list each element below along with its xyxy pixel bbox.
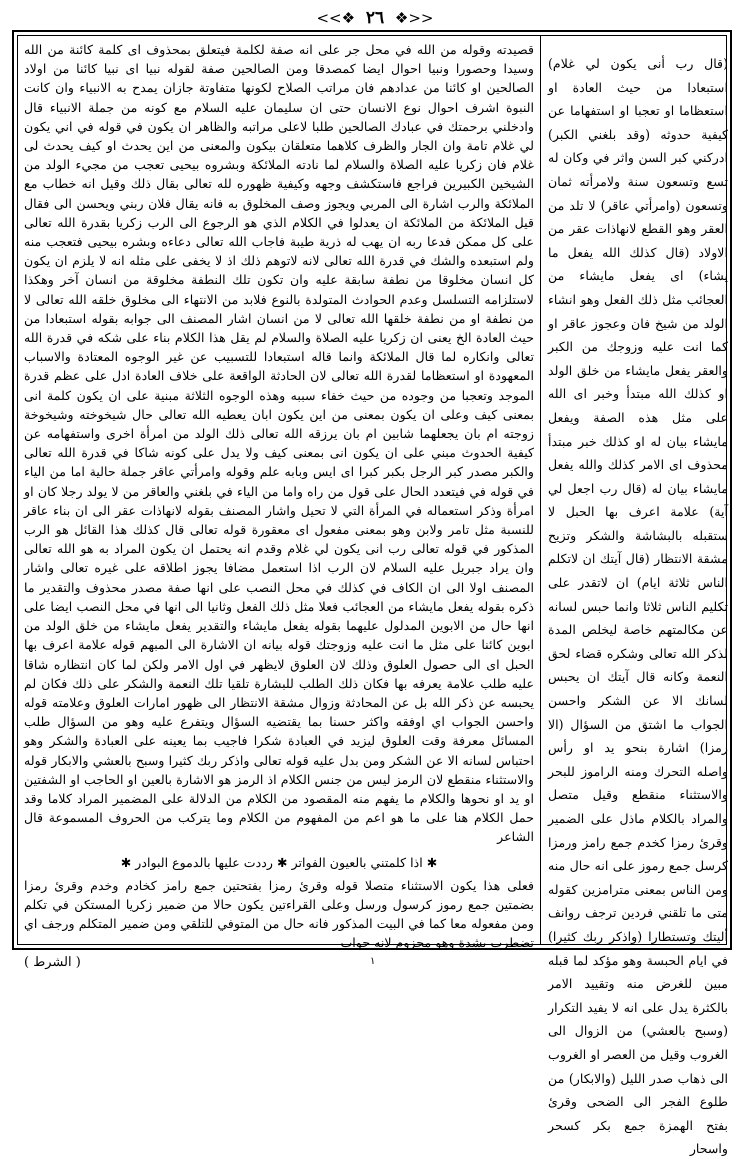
poetry-verse [24, 853, 534, 872]
verse-hemistich-first: اذا كلمتني بالعيون الفواتر [291, 854, 423, 870]
verse-star-icon: ✱ [276, 854, 288, 870]
header-ornament-icon: <<❖ [316, 9, 356, 27]
page-number: ٢٦ [365, 8, 385, 28]
tafsir-text: (قال رب أنى يكون لي غلام) استبعادا من حيث العادة او استعظاما او تعجبا او استفهاما عن كيفية حدوثه (وقد بلغني الكبر) ادركني كبر السن واثر في وكان له تسع وتسعون سنة ولامرأته ثمان وتسعون (وامرأتي عاقر) لا تلد من العقر وهو القطع لانهاذات عقر من الاولاد (قال كذلك الله يفعل ما يشاء) اى يفعل مايشاء من العجائب مثل ذلك الفعل وهو انشاء الولد من شيخ فان وعجوز عاقر او كما انت عليه وزوجك من الكبر والعقر يفعل مايشاء من خلق الولد او كذلك الله مبتدأ وخبر اى الله على مثل هذه الصفة ويفعل مايشاء بيان له او كذلك خبر مبتدأ محذوف اى الامر كذلك والله يفعل مايشاء بيان له (قال رب اجعل لي آية) علامة اعرف بها الحبل لا ستقبله بالبشاشة والشكر وتزيح مشقة الانتظار (قال آيتك ان لاتكلم الناس ثلاثة ايام) ان لاتقدر على تكليم الناس ثلاثا وانما حبس لسانه عن مكالمتهم خاصة ليخلص المدة لذكر الله تعالى وشكره قضاء لحق النعمة وكانه قال آيتك ان يحبس لسانك الا عن الشكر واحسن الجواب ما اشتق من السؤال (الا رمزا) اشارة بنحو يد او رأس واصله التحرك ومنه الراموز للبحر والاستثناء منقطع وقيل متصل والمراد بالكلام ماذل على الضمير وقرئ رمزا كخدم جمع رامز ورمزا كرسل جمع رموز على انه حال منه ومن الناس بمعنى مترامزين كقوله متى ما تلقني فردين ترجف روانف أليتك وتستطارا (واذكر ربك كثيرا) في ايام الحبسة وهو مؤكد لما قبله مبين للغرض منه وتقييد الامر بالكثرة يدل على انه لا يفيد التكرار (وسبح بالعشي) من الزوال الى الغروب وقيل من العصر او الغروب الى ذهاب صدر الليل (والابكار) من طلوع الفجر الى الضحى وقرئ بفتح الهمزة جمع بكر كسحر واسحار [548, 56, 728, 1157]
verse-star-icon: ✱ [426, 854, 438, 870]
header-ornament-icon: ❖>> [394, 9, 434, 27]
verse-star-icon: ✱ [120, 854, 132, 870]
page-mark: ١ [370, 956, 376, 967]
verse-hemistich-second: رددت عليها بالدموع البوادر [135, 854, 273, 870]
tafsir-column [548, 52, 728, 1157]
commentary-text: قصيدته وقوله من الله في محل جر على انه صفة لكلمة فيتعلق بمحذوف اى كلمة كائنة من الله وسيدا وحصورا ونبيا احوال ايضا كمصدقا ومن الصالحين صفة لقوله نبيا اى نبيا كائنا من اولاد الصالحين او كائنا من عدادهم فان مراتب الصلاح لكونها متفاوتة جازان يمدح به الانبياء وان كانت النبوة اشرف احوال نوع الانسان حتى ان سليمان عليه السلام مع كونه من جملة الانبياء قال وادخلني برحمتك في عبادك الصالحين طلبا لاعلى مراتبه والظاهر ان يكون في قوله في اني يكون لي غلام تامة وان الجار والظرف كلاهما متعلقان بيكون والمعنى من اين يحدث او كيف يحدث لى غلام فان زكريا عليه الصلاة والسلام لما نادته الملائكة وبشروه بيحيى تعجب من مجيء الولد من الشيخين الكبيرين فراجع فاستكشف وجهه وكيفية ظهوره لله تعالى بقال ذلك وقيل انه خطاب مع الملائكة والرب اشارة الى المربي ويجوز وصف المخلوق به فانه يقال فلان ربني ويحسن الى فقال قيل الملائكة من الملائكة ان يعدلوا في الكلام الذي هو الرجوع الى الرب زكريا بقدرة الله تعالى على كل ممكن فدعا ربه ان يهب له ذرية طيبة فاجاب الله تعالى دعاءه وبشره بيحيى فتعجب منه ولم استبعده والشك في قدرة الله تعالى لانه لاتوهم ذلك اذ لا يخفى على مثله انه لا يلزم ان يكون كل انسان مخلوقا من نطفة سابقة عليه وان تكون تلك النطفة مخلوقة من انسان آخر وهكذا لاستلزامه التسلسل وعدم الحوادث المتولدة بالنوع فلابد من الانتهاء الى مخلوق خلقه الله تعالى لا من نطفة او من نطفة خلقها الله تعالى لا من انسان اشار المصنف الى جوابه بقوله استبعادا من حيث العادة الخ يعنى ان زكريا عليه الصلاة والسلام لم يقل هذا الكلام بناء على شكه في قدرة الله تعالى وانكاره لما قال الملائكة وانما قاله استبعادا للتسبيب عن غير الوجوه المعتادة والاسباب المعهودة او استعظاما لقدرة الله تعالى لان الحادثة الواقعة على خلاف العادة ادل على عظم قدرة الموجد وتعجبا من وجوده من حيث خفاء سببه وهذه الوجوه الثلاثة مبنية على ان يكون كلمة انى بمعنى كيف وعلى ان يكون بمعنى من اين يكون ابان يعطيه الله تعالى حال شيخوخته وشيخوخة زوجته ام بان يجعلهما شابين ام بان يرزقه الله تعالى ذلك الولد من امرأة اخرى واستفهامه عن كيفية الحدوث مبني على ان يكون انى بمعنى كيف ولا يدل على كونه شاكا في قدرة الله تعالى والكبر مصدر كبر الرجل بكبر كبرا اى ايس وبابه علم وقوله وامرأتي عاقر جملة حالية اما من الياء في قوله في فيتعدد الحال على قول من راه واما من الياء في بلغني والعاقر من لا يولد رجلا كان او امرأة وذكر استعماله في المرأة التي لا تحيل واشار المصنف بقوله لانهاذات عقر الى ان بناء عاقر للنسبة مثل تامر ولابن وهو بمعنى مفعول اى معقورة قوله تعالى قال كذلك هذا القائل هو الرب المذكور في قوله تعالى رب انى يكون لي غلام وقدم انه يحتمل ان يكون المراد به هو الله تعالى وان يراد جبريل عليه السلام لان الرب اذا استعمل مضافا يجوز اطلاقه على غيره تعالى واشار المصنف اولا الى ان الكاف في كذلك في محل النصب على انها صفة مصدر محذوف والتقدير ما ذكره بقوله يفعل مايشاء من العجائب فعلا مثل ذلك الفعل وثانيا الى انها في محل النصب ايضا على انها حال من الابوين المدلول عليهما بقوله يفعل مايشاء والتقدير يفعل مايشاء من خلق الولد من ابوين كائنا على مثل ما انت عليه وزوجتك قوله بيانه ان الاشارة الى المبهم قوله علامة اعرف بها الحبل اى الى حصول العلوق وذلك لان العلوق لايظهر في اول الامر ولكن لما كان انتظاره شاقا عليه طلب علامة يعرفه بها فكان ذلك الطلب للبشارة تلقيا تلك النعمة والشكر على ذلك فكان لم يحبسه عن ذكر الله بل عن المحادثة وزوال مشقة الانتظار الى ظهور امارات العلوق وعلامته قوله واحسن الجواب اي اوفقه واكثر حسنا بما يقتضيه السؤال ويتفرع عليه وهو من السؤال طلب المسائل معرفة وقت العلوق ليزيد في العبادة شكرا فاجيب بما يعينه على العبادة والشكر وهو احتباس لسانه الا عن الشكر ومن بدل عليه قوله تعالى واذكر ربك كثيرا وسبح بالعشي والابكار قوله والاستثناء منقطع لان الرمز ليس من جنس الكلام اذ الرمز هو الاشارة بالعين او الحاجب او الشفتين او يد او نحوها والكلام ما يفهم منه المقصود من الكلام من الدلالة على المضمير المراد كلاما وقد حمل الكلام هنا على ما هو اعم من المفهوم من الكلام وما يتركب من الحروف المسموعة قال الشاعر [24, 42, 534, 845]
column-divider [540, 36, 541, 944]
commentary-text-continued: فعلى هذا يكون الاستثناء متصلا قوله وقرئ رمزا بفتحتين جمع رامز كخادم وخدم وقرئ رمزا بضمتين جمع رموز كرسول ورسل وعلى القراءتين يكون حالا من ضمير زكريا المستكن في تكلم ومن مفعوله معا كما في البيت المذكور فانه حال من المتوفي للتلقي ومن ضمير المتكلم ورجف اي تضطرب بشدة وهو مجزوم لانه جواب [24, 877, 534, 951]
page-header [0, 8, 750, 28]
catchword: ( الشرط ) [24, 955, 81, 970]
commentary-column [24, 40, 534, 951]
